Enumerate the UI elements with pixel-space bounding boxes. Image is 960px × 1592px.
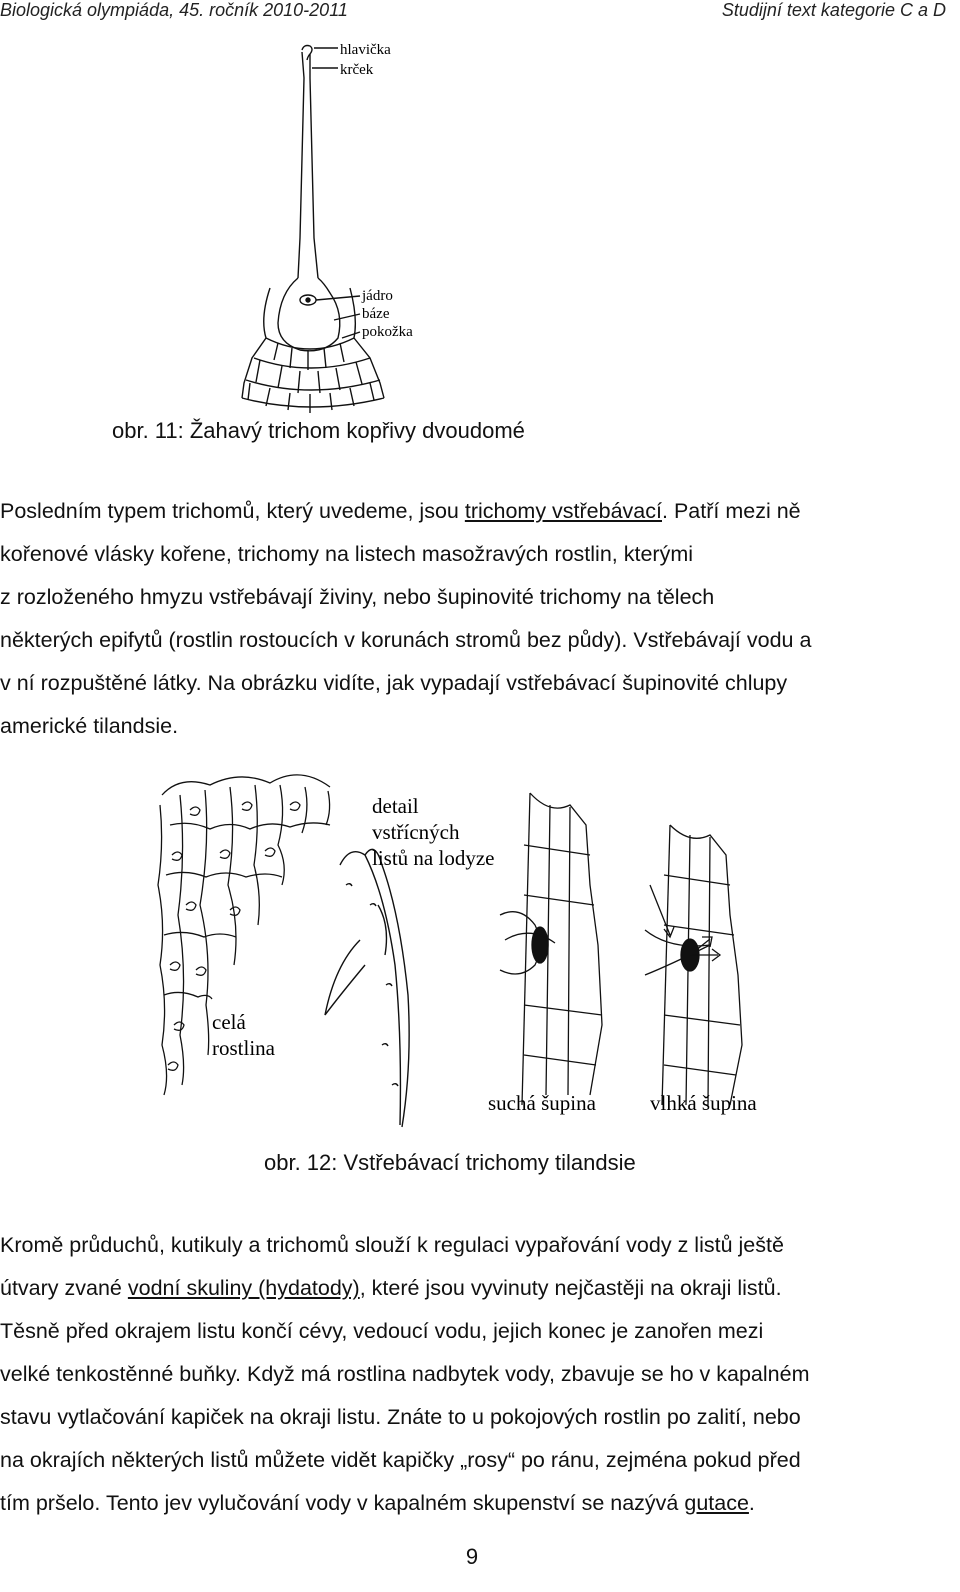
figure2-caption: obr. 12: Vstřebávací trichomy tilandsie [264, 1150, 636, 1175]
p2-line-5: stavu vytlačování kapiček na okraji listu. Znáte to u pokojových rostlin po zalití, nebo [0, 1405, 801, 1429]
page-header [0, 0, 960, 24]
paragraph-absorbing-trichomes [0, 490, 958, 748]
p1-line-1-b: . Patří mezi ně [662, 499, 801, 523]
label-detail-1: detail [372, 794, 419, 818]
p2-line-2 [0, 1267, 958, 1310]
p1-line-2: kořenové vlásky kořene, trichomy na listech masožravých rostlin, kterými [0, 542, 694, 566]
term-trichomy-vstrebavaci: trichomy vstřebávací [464, 499, 662, 523]
p2-line-3: Těsně před okrajem listu končí cévy, vedoucí vodu, jejich konec je zanořen mezi [0, 1319, 764, 1343]
p1-line-1 [0, 490, 958, 533]
p2-line-2-a: útvary zvané [0, 1276, 128, 1300]
paragraph-hydathodes [0, 1224, 958, 1525]
p2-line-7-b: . [748, 1491, 755, 1515]
term-gutace: gutace [684, 1491, 749, 1515]
p2-line-7-a: tím pršelo. Tento jev vylučování vody v kapalném skupenství se nazývá [0, 1491, 685, 1515]
p2-line-7 [0, 1482, 958, 1525]
p2-line-4: velké tenkostěnné buňky. Když má rostlina nadbytek vody, zbavuje se ho v kapalném [0, 1362, 810, 1386]
figure-tillandsia [150, 765, 790, 1137]
label-baze: báze [362, 306, 390, 322]
label-krcek: krček [340, 62, 374, 78]
figure1-caption: obr. 11: Žahavý trichom kopřivy dvoudomé [112, 418, 525, 443]
figure-stinging-trichome [230, 38, 430, 423]
label-detail-3: listů na lodyze [372, 846, 495, 870]
p1-line-6: americké tilandsie. [0, 714, 179, 738]
p1-line-5: v ní rozpuštěné látky. Na obrázku vidíte, jak vypadají vstřebávací šupinovité chlupy [0, 671, 788, 695]
label-cela-2: rostlina [212, 1036, 275, 1060]
p1-line-4: některých epifytů (rostlin rostoucích v korunách stromů bez půdy). Vstřebávají vodu a [0, 628, 812, 652]
page-number: 9 [465, 1544, 479, 1569]
p1-line-3: z rozloženého hmyzu vstřebávají živiny, nebo šupinovité trichomy na tělech [0, 585, 715, 609]
label-detail-2: vstřícných [372, 820, 460, 844]
p2-line-2-b: , které jsou vyvinuty nejčastěji na okraji listů. [359, 1276, 782, 1300]
label-vlhka-supina: vlhká šupina [650, 1091, 757, 1115]
header-left: Biologická olympiáda, 45. ročník 2010-2011 [0, 0, 348, 20]
p2-line-6: na okrajích některých listů můžete vidět kapičky „rosy“ po ránu, zejména pokud před [0, 1448, 801, 1472]
term-vodni-skuliny: vodní skuliny (hydatody) [127, 1276, 360, 1300]
label-jadro: jádro [362, 288, 393, 304]
label-hlavicka: hlavička [340, 42, 391, 58]
header-right: Studijní text kategorie C a D [721, 0, 946, 20]
p2-line-1: Kromě průduchů, kutikuly a trichomů slouží k regulaci vypařování vody z listů ještě [0, 1233, 784, 1257]
label-cela-1: celá [212, 1010, 246, 1034]
p1-line-1-a: Posledním typem trichomů, který uvedeme, jsou [0, 499, 465, 523]
label-pokozka: pokožka [362, 324, 413, 340]
label-sucha-supina: suchá šupina [488, 1091, 596, 1115]
